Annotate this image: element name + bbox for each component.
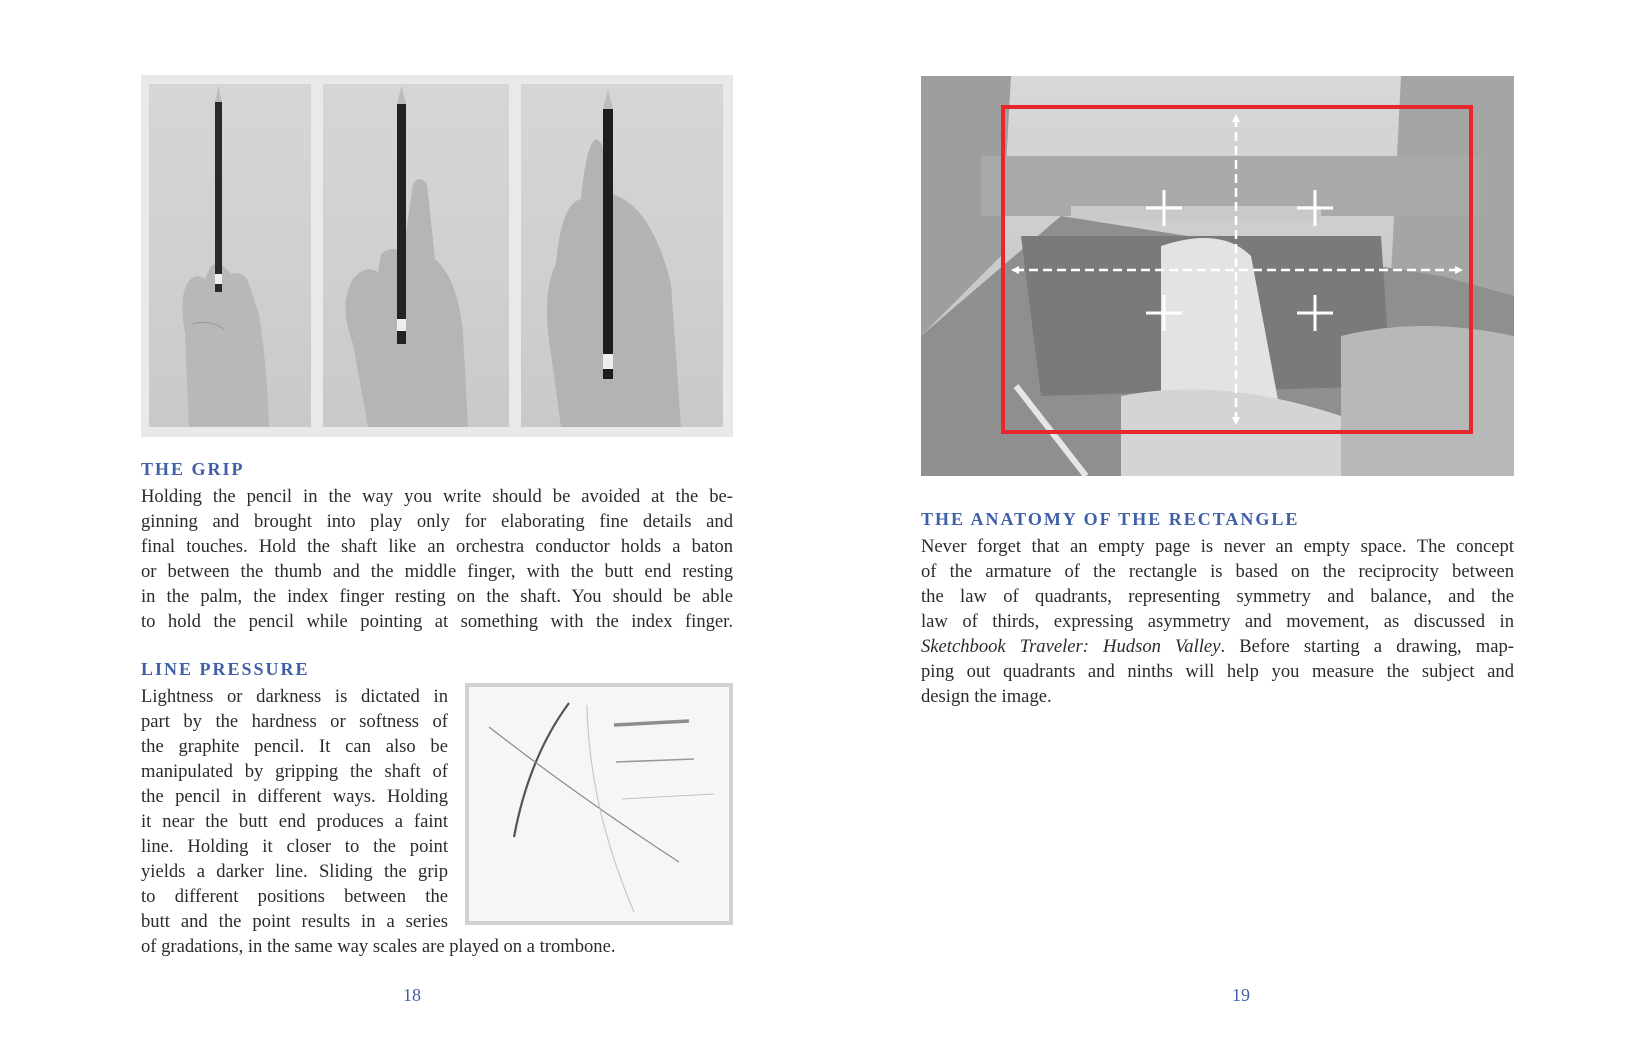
page-number-right: 19: [1232, 985, 1250, 1005]
text-line: it near the butt end produces a faint: [141, 811, 448, 832]
text-line: final touches. Hold the shaft like an orchestra conductor holds a baton: [141, 536, 733, 557]
text-line: the law of quadrants, representing symmetry and balance, and the: [921, 586, 1514, 607]
hand-pencil-icon: [521, 84, 723, 427]
text-line: part by the hardness or softness of: [141, 711, 448, 732]
text-line: Never forget that an empty page is never an empty space. The concept: [921, 536, 1514, 557]
text-line: Holding the pencil in the way you write should be avoided at the be-: [141, 486, 733, 507]
section-body-grip: [141, 484, 733, 634]
section-body-anatomy: [921, 534, 1514, 709]
grip-photo-3: [521, 84, 723, 427]
grip-photo-2: [323, 84, 509, 427]
hand-pencil-icon: [323, 84, 509, 427]
section-body-line-pressure: [141, 684, 616, 959]
page-number-left: 18: [403, 985, 421, 1005]
book-title: Sketchbook Traveler: Hudson Valley: [921, 636, 1221, 657]
text-line: to hold the pencil while pointing at something with the index finger.: [141, 611, 733, 632]
text-line: of the armature of the rectangle is based on the reciprocity between: [921, 561, 1514, 582]
pencil-grip-figure: [141, 75, 733, 437]
text-line: law of thirds, expressing asymmetry and movement, as discussed in: [921, 611, 1514, 632]
text-line: ginning and brought into play only for elaborating fine details and: [141, 511, 733, 532]
text-line: or between the thumb and the middle finger, with the butt end resting: [141, 561, 733, 582]
waterfall-photo-figure: [921, 76, 1514, 476]
text-line: Lightness or darkness is dictated in: [141, 686, 448, 707]
hand-pencil-icon: [149, 84, 311, 427]
text-fragment: . Before starting a drawing, map-: [1220, 636, 1514, 657]
section-heading-grip: THE GRIP: [141, 459, 245, 479]
text-line: the pencil in different ways. Holding: [141, 786, 448, 807]
text-line: ping out quadrants and ninths will help you measure the subject and: [921, 661, 1514, 682]
text-line: [921, 634, 1514, 659]
text-line: manipulated by gripping the shaft of: [141, 761, 448, 782]
waterfall-icon: [921, 76, 1514, 476]
grip-photo-1: [149, 84, 311, 427]
pencil-lines-icon: [469, 687, 729, 921]
text-line: the graphite pencil. It can also be: [141, 736, 448, 757]
text-line: yields a darker line. Sliding the grip: [141, 861, 448, 882]
text-line: of gradations, in the same way scales are played on a trombone.: [141, 936, 616, 957]
text-line: design the image.: [921, 686, 1052, 707]
text-line: line. Holding it closer to the point: [141, 836, 448, 857]
section-heading-line-pressure: LINE PRESSURE: [141, 659, 310, 679]
text-line: in the palm, the index finger resting on the shaft. You should be able: [141, 586, 733, 607]
text-line: butt and the point results in a series: [141, 911, 448, 932]
section-heading-anatomy: THE ANATOMY OF THE RECTANGLE: [921, 509, 1300, 529]
pencil-line-sketch-figure: [465, 683, 733, 925]
text-line: to different positions between the: [141, 886, 448, 907]
